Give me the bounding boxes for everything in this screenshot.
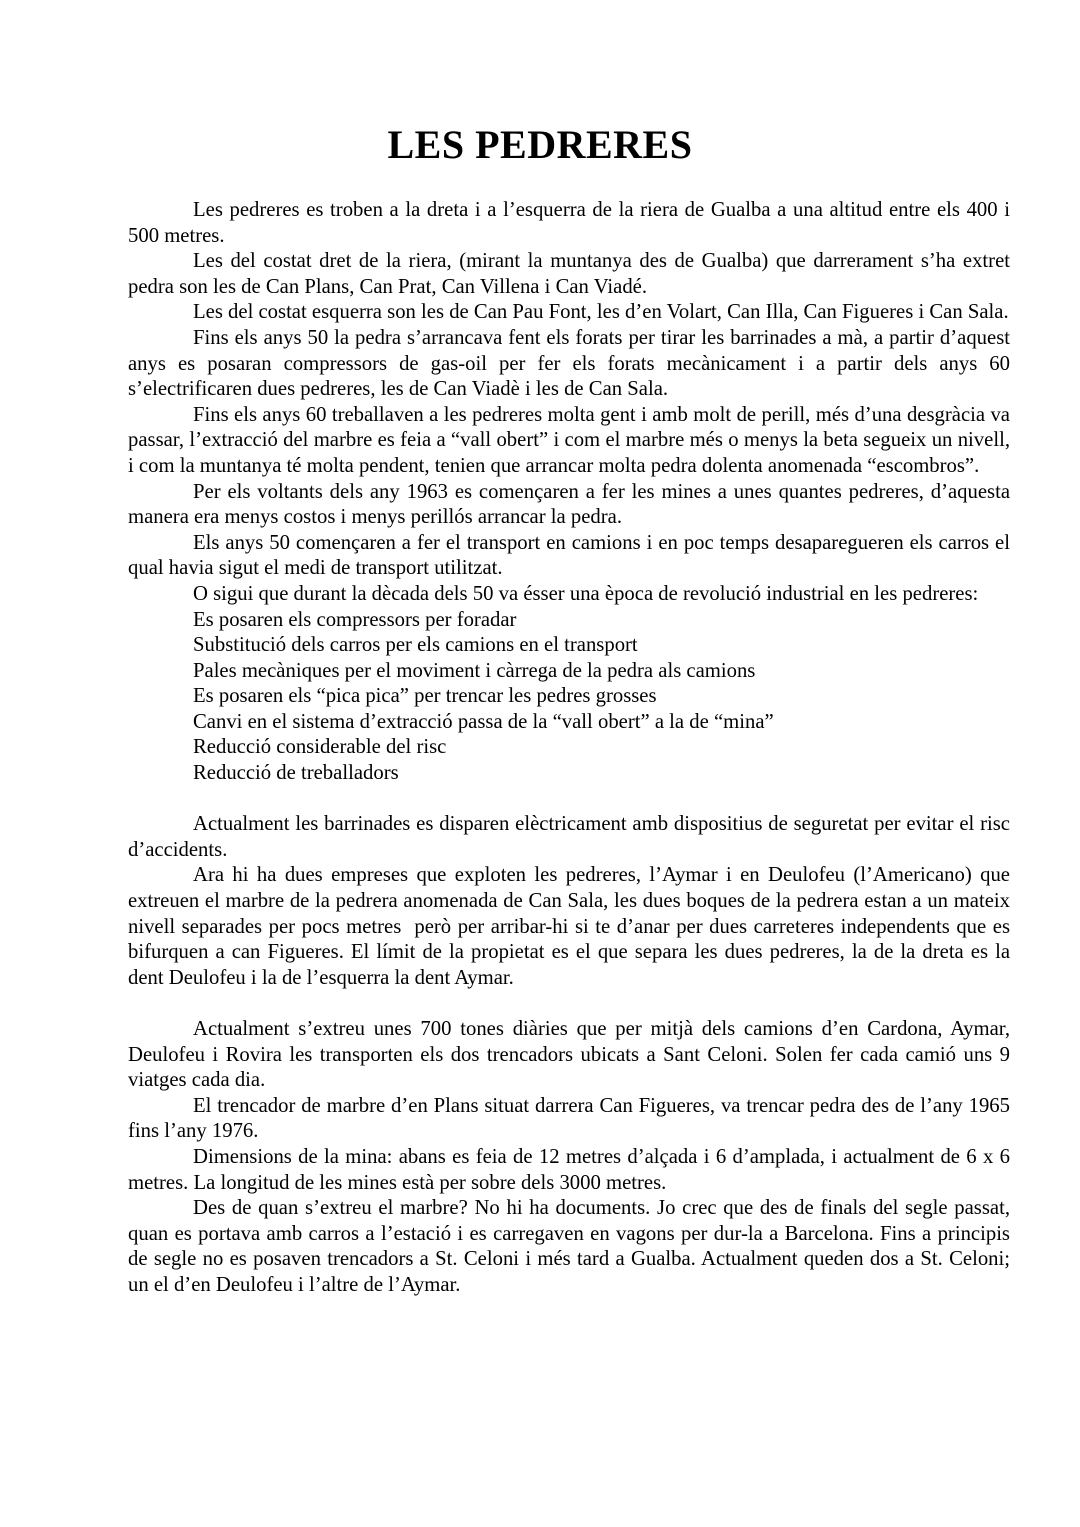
paragraph-spacer xyxy=(128,787,1010,813)
list-item: Pales mecàniques per el moviment i càrrega de la pedra als camions xyxy=(193,659,756,682)
page-title: LES PEDRERES xyxy=(387,121,693,167)
paragraph: Actualment s’extreu unes 700 tones diàries que per mitjà dels camions d’en Cardona, Aymar, Deulofeu i Rovira les transporten els dos trencadors ubicats a Sant Celoni. Solen fer cada camió uns 9 viatges cada dia. xyxy=(128,1018,1016,1092)
paragraph: Els anys 50 començaren a fer el transport en camions i en poc temps desaparegueren els carros el qual havia sigut el medi de transport utilitzat. xyxy=(128,531,1016,580)
paragraph: Les pedreres es troben a la dreta i a l’esquerra de la riera de Gualba a una altitud entre els 400 i 500 metres. xyxy=(128,199,1016,247)
paragraph: El trencador de marbre d’en Plans situat darrera Can Figueres, va trencar pedra des de l’any 1965 fins l’any 1976. xyxy=(128,1094,1016,1143)
paragraph: Les del costat dret de la riera, (mirant la muntanya des de Gualba) que darrerament s’ha extret pedra son les de Can Plans, Can Prat, Can Villena i Can Viadé. xyxy=(128,250,1016,298)
document-body xyxy=(128,198,1016,1299)
paragraph: Actualment les barrinades es disparen elèctricament amb dispositius de seguretat per evitar el risc d’accidents. xyxy=(128,813,1016,861)
paragraph: Fins els anys 50 la pedra s’arrancava fent els forats per tirar les barrinades a mà, a partir d’aquest anys es posaran compressors de gas-oil per fer els forats mecànicament i a partir dels anys 60 s’electrificaren dues pedreres, les de Can Viadè i les de Can Sala. xyxy=(128,326,1016,401)
paragraph-spacer xyxy=(128,991,1010,1017)
improvements-list xyxy=(128,608,1010,787)
list-item: Es posaren els “pica pica” per trencar les pedres grosses xyxy=(193,685,657,708)
paragraph: Dimensions de la mina: abans es feia de 12 metres d’alçada i 6 d’amplada, i actualment de 6 x 6 metres. La longitud de les mines està per sobre dels 3000 metres. xyxy=(128,1145,1016,1194)
list-item: Es posaren els compressors per foradar xyxy=(193,608,517,631)
paragraph: Ara hi ha dues empreses que exploten les pedreres, l’Aymar i en Deulofeu (l’Americano) que extreuen el marbre de la pedrera anomenada de Can Sala, les dues boques de la pedrera estan a un mateix nivell separades per pocs metres però per arribar-hi si te d’anar per dues carreteres independents que es bifurquen a can Figueres. El límit de la propietat es el que separa les dues pedreres, la de la dreta es la dent Deulofeu i la de l’esquerra la dent Aymar. xyxy=(128,864,1016,989)
paragraph: Des de quan s’extreu el marbre? No hi ha documents. Jo crec que des de finals del segle passat, quan es portava amb carros a l’estació i es carregaven en vagons per dur-la a Barcelona. Fins a principis de segle no es posaven trencadors a St. Celoni i més tard a Gualba. Actualment queden dos a St. Celoni; un el d’en Deulofeu i l’altre de l’Aymar. xyxy=(128,1197,1016,1296)
list-item: Canvi en el sistema d’extracció passa de la “vall obert” a la de “mina” xyxy=(193,710,774,733)
paragraph: O sigui que durant la dècada dels 50 va ésser una època de revolució industrial en les pedreres: xyxy=(193,582,979,605)
paragraph: Fins els anys 60 treballaven a les pedreres molta gent i amb molt de perill, més d’una desgràcia va passar, l’extracció del marbre es feia a “vall obert” i com el marbre més o menys la beta segueix un nivell, i com la muntanya té molta pendent, tenien que arrancar molta pedra dolenta anomenada “escombros”. xyxy=(128,403,1016,477)
paragraph: Les del costat esquerra son les de Can Pau Font, les d’en Volart, Can Illa, Can Figueres i Can Sala. xyxy=(193,301,1009,324)
list-item: Reducció considerable del risc xyxy=(193,736,447,759)
list-item: Reducció de treballadors xyxy=(193,762,399,785)
paragraph: Per els voltants dels any 1963 es començaren a fer les mines a unes quantes pedreres, d’aquesta manera era menys costos i menys perillós arrancar la pedra. xyxy=(128,480,1016,529)
list-item: Substitució dels carros per els camions en el transport xyxy=(193,634,638,657)
